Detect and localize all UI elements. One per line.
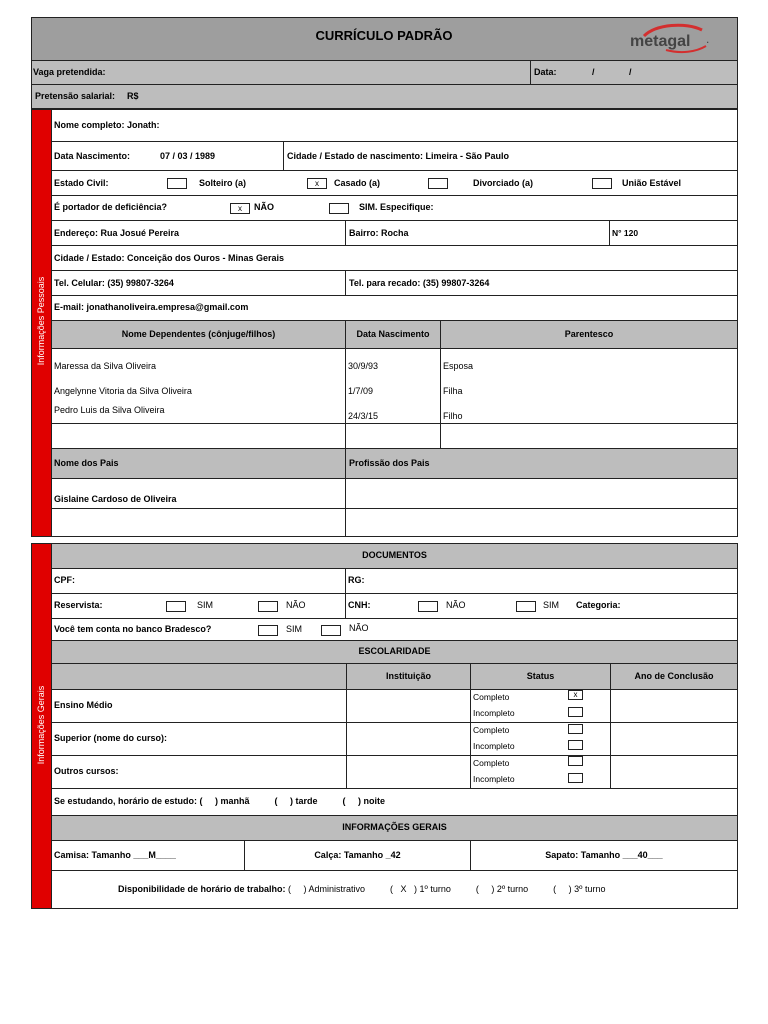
cpf-field[interactable] <box>51 568 346 594</box>
escolaridade-instituicao-label: Instituição <box>385 671 431 681</box>
dependente-empty-nome[interactable] <box>51 423 346 449</box>
escolaridade-title: ESCOLARIDADE <box>358 646 431 656</box>
escolaridade-status-label: Status <box>526 671 555 681</box>
rg-field[interactable] <box>345 568 738 594</box>
sapato-value: Sapato: Tamanho ___40___ <box>545 850 663 860</box>
data-field[interactable] <box>530 60 738 85</box>
calca-value: Calça: Tamanho _42 <box>314 850 401 860</box>
solteiro-checkbox[interactable] <box>167 178 187 189</box>
reservista-label: Reservista: <box>54 600 103 610</box>
cidade-estado-value: Cidade / Estado: Conceição dos Ouros - Minas Gerais <box>54 253 285 263</box>
uniao-checkbox[interactable] <box>592 178 612 189</box>
dependente-2-nome: Angelynne Vitoria da Silva Oliveira <box>54 386 192 396</box>
ensino-medio-instituicao[interactable] <box>346 689 471 723</box>
gerais-section-label: Informações Gerais <box>36 685 46 765</box>
bradesco-nao-label: NÃO <box>349 623 369 633</box>
numero-value: N° 120 <box>612 228 639 238</box>
casado-label: Casado (a) <box>334 178 381 188</box>
outros-incompleto-checkbox[interactable] <box>568 773 583 783</box>
escolaridade-ano-label: Ano de Conclusão <box>634 671 714 681</box>
cpf-label: CPF: <box>54 575 75 585</box>
nome-value: Nome completo: Jonath: <box>54 120 160 130</box>
profissao-pais-header-label: Profissão dos Pais <box>349 458 430 468</box>
dependente-2-data: 1/7/09 <box>348 386 374 396</box>
email-value: E-mail: jonathanoliveira.empresa@gmail.com <box>54 302 249 312</box>
tel-celular-value: Tel. Celular: (35) 99807-3264 <box>54 278 174 288</box>
data-label: Data: <box>534 67 557 77</box>
camisa-value: Camisa: Tamanho ___M____ <box>54 850 176 860</box>
superior-ano[interactable] <box>610 722 738 756</box>
estado-civil-label: Estado Civil: <box>54 178 109 188</box>
cnh-label: CNH: <box>348 600 371 610</box>
outros-instituicao[interactable] <box>346 755 471 789</box>
pretensao-label: Pretensão salarial: <box>35 91 116 101</box>
uniao-label: União Estável <box>622 178 682 188</box>
superior-incompleto-label: Incompleto <box>473 741 515 751</box>
ensino-medio-incompleto-label: Incompleto <box>473 708 515 718</box>
cnh-nao-label: NÃO <box>446 600 466 610</box>
pais-profissao-2[interactable] <box>345 508 738 537</box>
superior-instituicao[interactable] <box>346 722 471 756</box>
reservista-nao-label: NÃO <box>286 600 306 610</box>
disponibilidade-text <box>118 883 605 895</box>
horario-estudo-value: Se estudando, horário de estudo: ( ) manhã ( ) tarde ( ) noite <box>54 796 386 806</box>
solteiro-label: Solteiro (a) <box>199 178 247 188</box>
reservista-sim-checkbox[interactable] <box>166 601 186 612</box>
page-title: CURRÍCULO PADRÃO <box>315 28 453 43</box>
pais-nome-1-value: Gislaine Cardoso de Oliveira <box>54 494 177 504</box>
dependente-empty-data[interactable] <box>345 423 441 449</box>
dependente-1-data: 30/9/93 <box>348 361 379 371</box>
superior-label: Superior (nome do curso): <box>54 733 168 743</box>
outros-incompleto-label: Incompleto <box>473 774 515 784</box>
ensino-medio-incompleto-checkbox[interactable] <box>568 707 583 717</box>
bradesco-label: Você tem conta no banco Bradesco? <box>54 624 212 634</box>
pais-profissao-1[interactable] <box>345 478 738 509</box>
documentos-title: DOCUMENTOS <box>362 550 427 560</box>
pais-nome-2[interactable] <box>51 508 346 537</box>
divorciado-checkbox[interactable] <box>428 178 448 189</box>
dependentes-header-parentesco-label: Parentesco <box>564 329 614 339</box>
cnh-sim-checkbox[interactable] <box>516 601 536 612</box>
bradesco-sim-label: SIM <box>286 624 303 634</box>
ensino-medio-completo-checkbox[interactable]: x <box>568 690 583 700</box>
dependentes-parentesco-column[interactable] <box>440 348 738 424</box>
superior-incompleto-checkbox[interactable] <box>568 740 583 750</box>
tel-recado-value: Tel. para recado: (35) 99807-3264 <box>349 278 490 288</box>
ensino-medio-completo-label: Completo <box>473 692 510 702</box>
deficiencia-label: É portador de deficiência? <box>54 202 168 212</box>
outros-completo-checkbox[interactable] <box>568 756 583 766</box>
divorciado-label: Divorciado (a) <box>473 178 534 188</box>
rg-label: RG: <box>348 575 365 585</box>
data-slash-2: / <box>629 67 632 77</box>
superior-completo-label: Completo <box>473 725 510 735</box>
bairro-value: Bairro: Rocha <box>349 228 409 238</box>
deficiencia-nao-checkbox[interactable]: x <box>230 203 250 214</box>
disponibilidade-label: Disponibilidade de horário de trabalho: <box>118 884 286 894</box>
dependente-3-nome: Pedro Luis da Silva Oliveira <box>54 405 165 415</box>
bradesco-sim-checkbox[interactable] <box>258 625 278 636</box>
disponibilidade-options: ( ) Administrativo ( X ) 1º turno ( ) 2º turno ( ) 3º turno <box>288 884 606 894</box>
logo-dot: . <box>706 32 710 46</box>
info-gerais-title: INFORMAÇÕES GERAIS <box>342 822 447 832</box>
cidade-nasc-value: Cidade / Estado de nascimento: Limeira - São Paulo <box>287 151 510 161</box>
ensino-medio-ano[interactable] <box>610 689 738 723</box>
deficiencia-sim-label: SIM. Especifique: <box>359 202 434 212</box>
dependente-1-parentesco: Esposa <box>443 361 474 371</box>
nascimento-label: Data Nascimento: <box>54 151 131 161</box>
endereco-value: Endereço: Rua Josué Pereira <box>54 228 180 238</box>
data-slash-1: / <box>592 67 595 77</box>
escolaridade-col-blank <box>51 663 347 690</box>
dependentes-header-data-label: Data Nascimento <box>356 329 430 339</box>
pessoais-section-label: Informações Pessoais <box>36 276 46 366</box>
metagal-logo <box>626 22 716 56</box>
vaga-row[interactable] <box>31 60 531 85</box>
deficiencia-nao-label: NÃO <box>254 202 274 212</box>
cnh-sim-label: SIM <box>543 600 560 610</box>
dependente-empty-parentesco[interactable] <box>440 423 738 449</box>
cnh-row <box>345 593 738 619</box>
logo-text: metagal <box>630 33 691 50</box>
dependentes-header-nome-label: Nome Dependentes (cônjuge/filhos) <box>121 329 276 339</box>
bradesco-nao-checkbox[interactable] <box>321 625 341 636</box>
ensino-medio-label: Ensino Médio <box>54 700 113 710</box>
dependente-3-data: 24/3/15 <box>348 411 379 421</box>
reservista-sim-label: SIM <box>197 600 214 610</box>
pais-header-label: Nome dos Pais <box>54 458 119 468</box>
outros-completo-label: Completo <box>473 758 510 768</box>
dependente-1-nome: Maressa da Silva Oliveira <box>54 361 157 371</box>
dependente-3-parentesco: Filho <box>443 411 463 421</box>
reservista-nao-checkbox[interactable] <box>258 601 278 612</box>
vaga-label: Vaga pretendida: <box>33 67 106 77</box>
cnh-nao-checkbox[interactable] <box>418 601 438 612</box>
superior-completo-checkbox[interactable] <box>568 724 583 734</box>
nascimento-value: 07 / 03 / 1989 <box>160 151 216 161</box>
deficiencia-sim-checkbox[interactable] <box>329 203 349 214</box>
dependente-2-parentesco: Filha <box>443 386 463 396</box>
pretensao-value: R$ <box>127 91 139 101</box>
cnh-categoria-label: Categoria: <box>576 600 621 610</box>
casado-checkbox[interactable]: x <box>307 178 327 189</box>
horario-estudo-text <box>54 795 385 807</box>
outros-ano[interactable] <box>610 755 738 789</box>
outros-label: Outros cursos: <box>54 766 119 776</box>
